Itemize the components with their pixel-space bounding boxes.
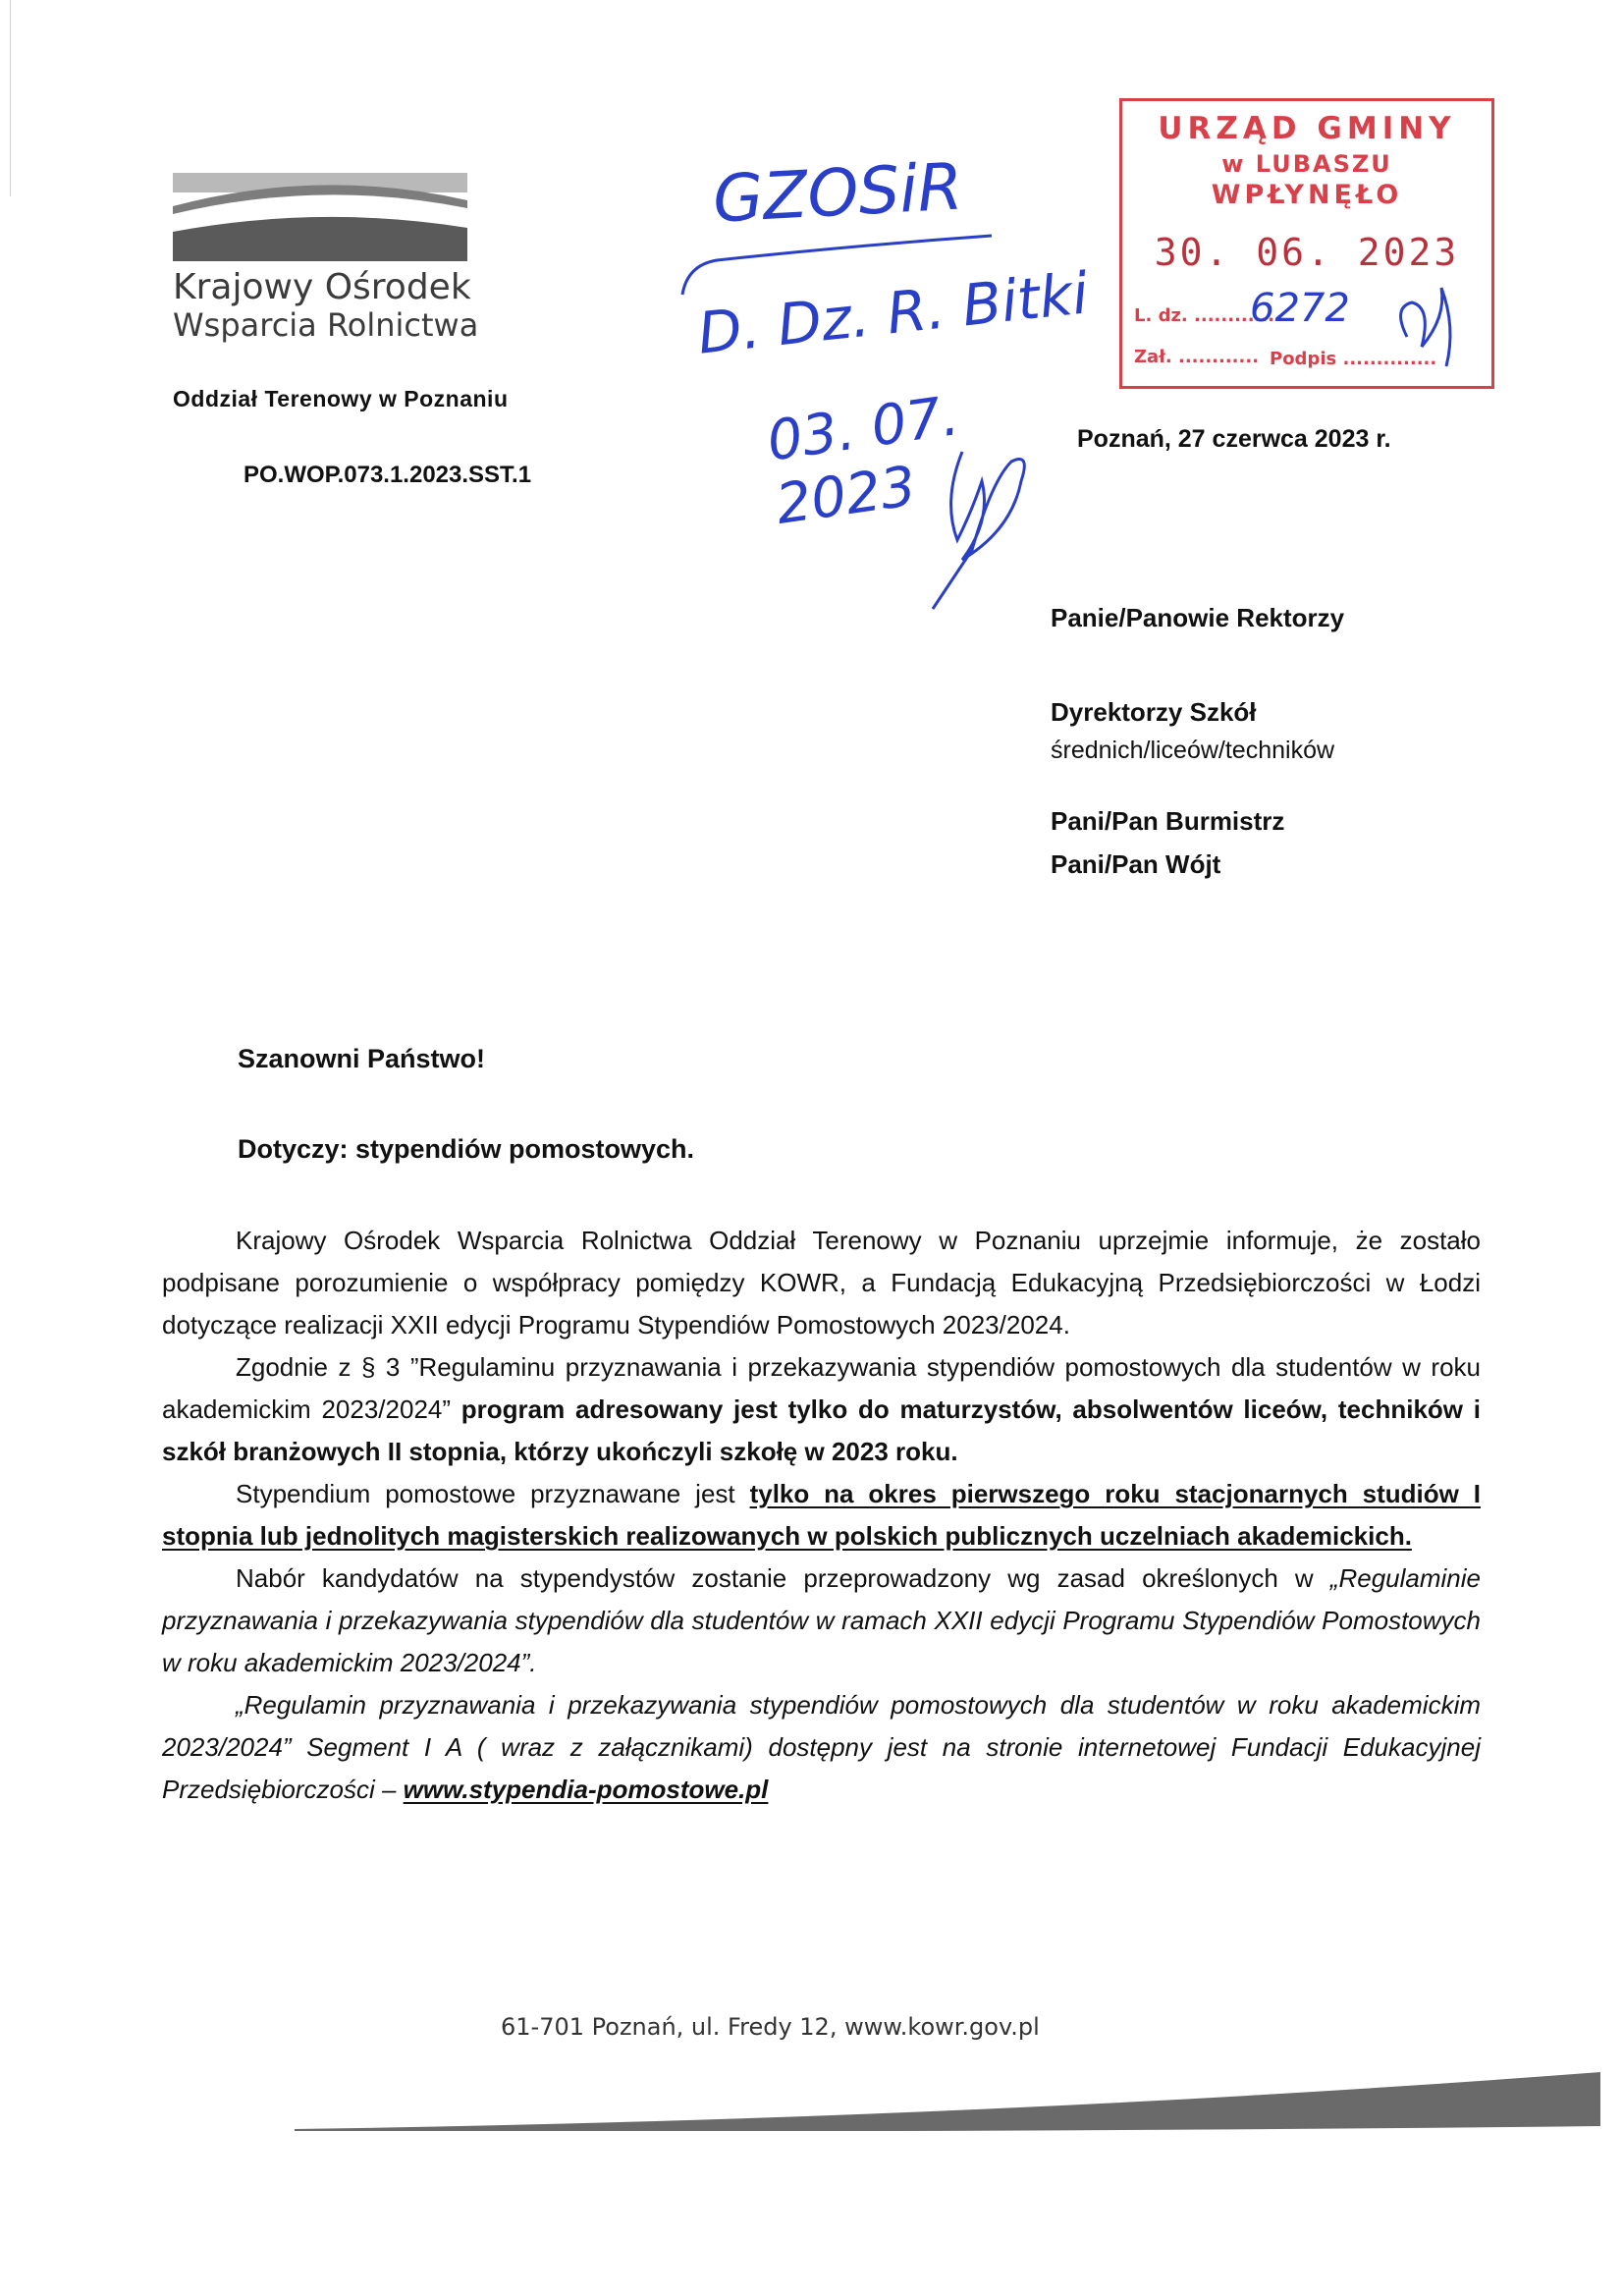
handwritten-line2: D. Dz. R. Bitki xyxy=(694,259,1092,367)
paragraph-2-bold: program adresowany jest tylko do maturzystów, absolwentów liceów, techników i szkół branżowych II stopnia, którzy ukończyli szkołę w 2023 roku. xyxy=(162,1394,1481,1466)
paragraph-3-underlined: tylko na okres pierwszego roku stacjonarnych studiów I stopnia lub jednolitych magisterskich realizowanych w polskich publicznych uczelniach akademickich. xyxy=(162,1479,1482,1551)
paragraph-1: Krajowy Ośrodek Wsparcia Rolnictwa Oddział Terenowy w Poznaniu uprzejmie informuje, że zostało podpisane porozumienie o współpracy pomiędzy KOWR, a Fundacją Edukacyjną Przedsiębiorczości w Łodzi dotyczące realizacji XXII edycji Programu Stypendiów Pomostowych 2023/2024. xyxy=(162,1226,1481,1339)
reference-number: PO.WOP.073.1.2023.SST.1 xyxy=(243,462,532,488)
handwritten-note xyxy=(677,147,1090,619)
recipient-directors: Dyrektorzy Szkół xyxy=(1051,697,1257,727)
recipient-directors-schools: średnich/liceów/techników xyxy=(1051,737,1335,764)
recipient-wojt: Pani/Pan Wójt xyxy=(1051,849,1221,879)
stamp-ldz-value: 6272 xyxy=(1250,286,1350,331)
scan-edge-line xyxy=(10,0,11,196)
org-name-line1: Krajowy Ośrodek xyxy=(173,267,471,307)
foundation-link[interactable]: www.stypendia-pomostowe.pl xyxy=(403,1775,769,1804)
paragraph-5-text: „Regulamin przyznawania i przekazywania stypendiów pomostowych dla studentów w roku akademickim 2023/2024” Segment I A ( wraz z załącznikami) dostępny jest na stronie internetowej Fundacji Edukacyjnej Przedsiębiorczości – xyxy=(162,1690,1481,1804)
stamp-ldz-label: L. dz. ............ xyxy=(1134,305,1275,326)
org-name xyxy=(173,267,478,344)
paragraph-4 xyxy=(162,1558,1481,1684)
received-stamp xyxy=(1119,98,1494,389)
footer-swoosh-icon xyxy=(295,2072,1600,2131)
recipients-block xyxy=(1051,601,1344,881)
salutation: Szanowni Państwo! xyxy=(238,1044,486,1073)
handwritten-line3: 03. 07. 2023 xyxy=(763,383,963,537)
footer-address: 61-701 Poznań, ul. Fredy 12, www.kowr.gov.pl xyxy=(501,2013,1040,2041)
stamp-location: w LUBASZU xyxy=(1221,150,1392,178)
paragraph-2-text: Zgodnie z § 3 ”Regulaminu przyznawania i przekazywania stypendiów pomostowych dla studentów w roku akademickim 2023/2024” xyxy=(162,1352,1481,1424)
signature-icon xyxy=(903,442,1060,638)
kowr-logo xyxy=(173,173,467,261)
letter-body xyxy=(162,1220,1481,1811)
stamp-signature-icon xyxy=(1387,268,1476,376)
place-date: Poznań, 27 czerwca 2023 r. xyxy=(1077,425,1391,453)
stamp-date: 30. 06. 2023 xyxy=(1154,231,1460,274)
logo-stripes-icon xyxy=(173,173,467,261)
paragraph-3-text: Stypendium pomostowe przyznawane jest xyxy=(236,1479,735,1508)
paragraph-4-text: Nabór kandydatów na stypendystów zostanie przeprowadzony wg zasad określonych w xyxy=(236,1563,1314,1593)
stamp-zal-label: Zał. ............ xyxy=(1134,347,1260,367)
org-name-line2: Wsparcia Rolnictwa xyxy=(173,306,479,345)
branch-name: Oddział Terenowy w Poznaniu xyxy=(173,386,509,411)
paragraph-3 xyxy=(162,1473,1481,1558)
paragraph-4-italic: „Regulaminie przyznawania i przekazywania stypendiów dla studentów w ramach XXII edycji Programu Stypendiów Pomostowych w roku akademickim 2023/2024”. xyxy=(162,1563,1481,1677)
paragraph-2 xyxy=(162,1346,1481,1473)
stamp-office: URZĄD GMINY xyxy=(1158,111,1456,146)
paragraph-5 xyxy=(162,1684,1481,1811)
subject-line: Dotyczy: stypendiów pomostowych. xyxy=(238,1134,695,1164)
handwritten-line1: GZOSiR xyxy=(711,148,965,238)
stamp-received: WPŁYNĘŁO xyxy=(1211,180,1403,210)
recipient-mayor: Pani/Pan Burmistrz xyxy=(1051,806,1285,836)
stamp-podpis-label: Podpis .............. xyxy=(1270,349,1437,369)
recipient-rectors: Panie/Panowie Rektorzy xyxy=(1051,603,1345,632)
